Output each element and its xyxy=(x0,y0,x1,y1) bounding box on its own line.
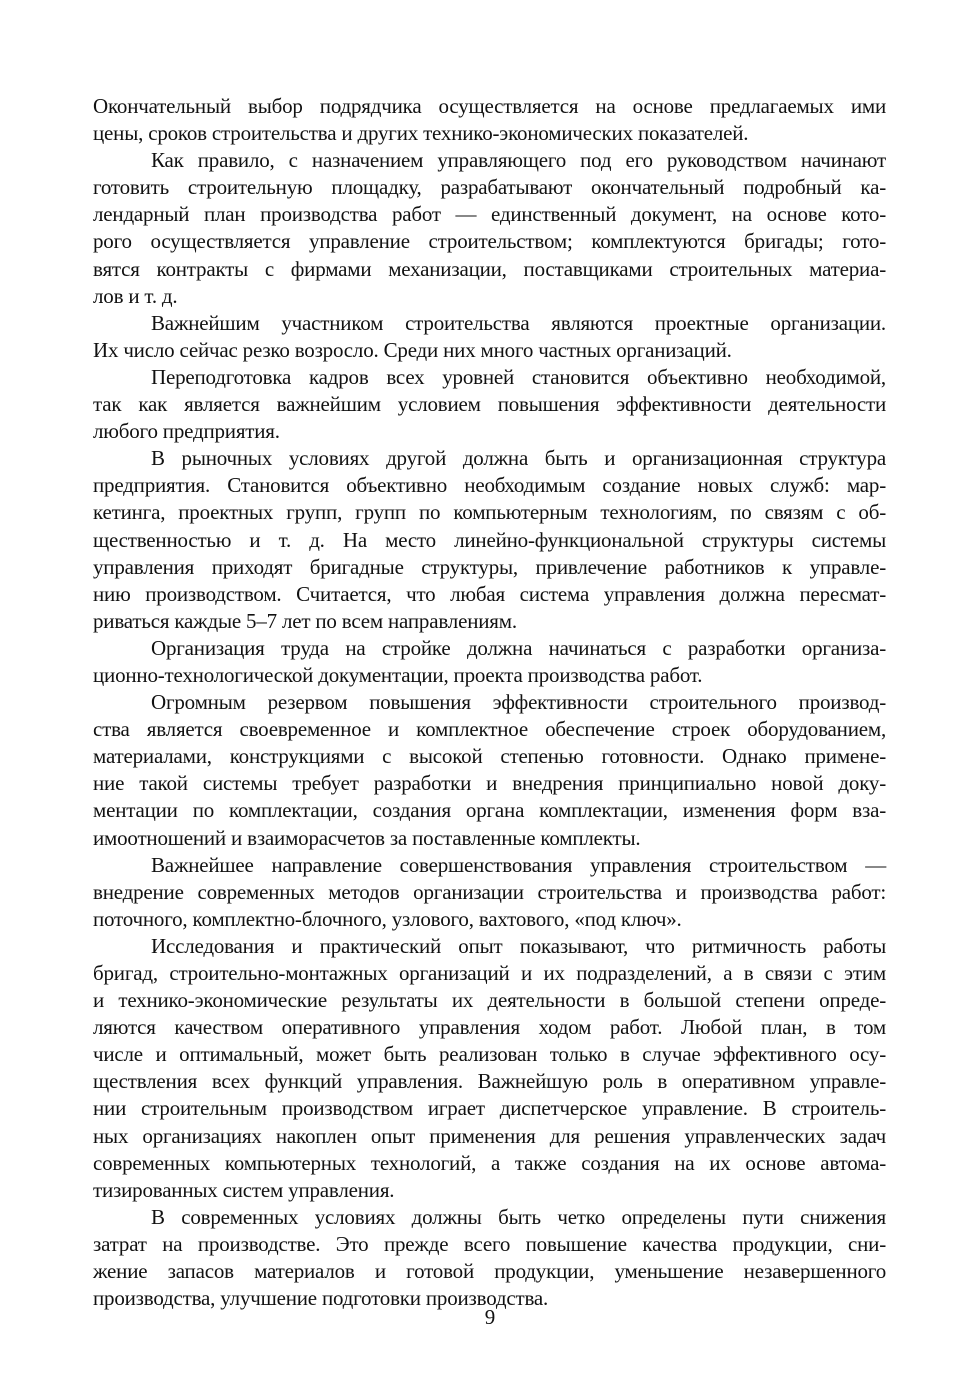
paragraph xyxy=(93,93,886,147)
text-line: вятся контракты с фирмами механизации, поставщиками строительных материа- xyxy=(93,256,886,281)
text-line: производства, улучшение подготовки производства. xyxy=(93,1286,549,1311)
text-line: ментации по комплектации, создания органа комплектации, изменения форм вза- xyxy=(93,798,886,823)
text-line: лендарный план производства работ — единственный документ, на основе кото- xyxy=(93,202,886,227)
page-number: 9 xyxy=(484,1305,496,1329)
text-line: кетинга, проектных групп, групп по компьютерным технологиям, по связям с об- xyxy=(93,500,886,525)
paragraph xyxy=(93,1204,886,1312)
paragraph xyxy=(93,852,886,933)
text-line: Переподготовка кадров всех уровней становится объективно необходимой, xyxy=(151,364,886,389)
text-line: нию производством. Считается, что любая система управления должна пересмат- xyxy=(93,581,886,606)
text-line: любого предприятия. xyxy=(93,419,280,444)
paragraph xyxy=(93,147,886,310)
text-line: Важнейшее направление совершенствования управления строительством — xyxy=(151,852,886,877)
text-line: и технико-экономические результаты их деятельности в большой степени опреде- xyxy=(93,988,886,1013)
text-line: управления приходят бригадные структуры, привлечение работников к управле- xyxy=(93,554,886,579)
text-line: нии строительным производством играет диспетчерское управление. В строитель- xyxy=(93,1096,886,1121)
paragraph xyxy=(93,445,886,635)
text-line: ляются качеством оперативного управления ходом работ. Любой план, в том xyxy=(93,1015,886,1040)
text-line: бригад, строительно-монтажных организаций и их подразделений, а в связи с этим xyxy=(93,961,886,985)
text-line: щественностью и т. д. На место линейно-функциональной структуры системы xyxy=(93,527,886,552)
text-line: рого осуществляется управление строительством; комплектуются бригады; гото- xyxy=(93,229,886,254)
text-line: современных компьютерных технологий, а также создания на их основе автома- xyxy=(93,1150,886,1175)
text-line: жение запасов материалов и готовой продукции, уменьшение незавершенного xyxy=(93,1259,886,1284)
body-text xyxy=(93,93,886,1312)
text-line: цены, сроков строительства и других технико-экономических показателей. xyxy=(93,121,749,146)
paragraph xyxy=(93,364,886,445)
text-line: материалами, конструкциями с высокой степенью готовности. Однако примене- xyxy=(93,744,886,769)
text-line: так как является важнейшим условием повышения эффективности деятельности xyxy=(93,392,886,417)
text-line: В современных условиях должны быть четко определены пути снижения xyxy=(151,1204,886,1229)
text-line: тизированных систем управления. xyxy=(93,1177,395,1202)
text-line: ние такой системы требует разработки и внедрения принципиально новой доку- xyxy=(93,771,886,796)
text-line: Их число сейчас резко возросло. Среди них много частных организаций. xyxy=(93,337,732,362)
text-line: затрат на производстве. Это прежде всего повышение качества продукции, сни- xyxy=(93,1231,886,1256)
text-line: готовить строительную площадку, разрабатывают окончательный подробный ка- xyxy=(93,175,886,200)
text-line: В рыночных условиях другой должна быть и организационная структура xyxy=(151,446,886,471)
text-line: числе и оптимальный, может быть реализован только в случае эффективного осу- xyxy=(93,1042,886,1067)
paragraph xyxy=(93,689,886,852)
text-line: лов и т. д. xyxy=(93,283,178,308)
paragraph xyxy=(93,933,886,1204)
text-line: ных организациях накоплен опыт применения для решения управленческих задач xyxy=(93,1123,886,1148)
paragraph xyxy=(93,310,886,364)
text-line: Как правило, с назначением управляющего под его руководством начинают xyxy=(151,148,886,173)
text-line: ства является своевременное и комплектное обеспечение строек оборудованием, xyxy=(93,717,886,742)
text-line: ционно-технологической документации, проекта производства работ. xyxy=(93,662,703,687)
text-line: имоотношений и взаиморасчетов за поставленные комплекты. xyxy=(93,825,641,850)
text-line: предприятия. Становится объективно необходимым создание новых служб: мар- xyxy=(93,473,886,498)
text-line: Огромным резервом повышения эффективности строительного производ- xyxy=(151,690,886,715)
text-line: внедрение современных методов организации строительства и производства работ: xyxy=(93,879,886,904)
text-line: поточного, комплектно-блочного, узлового, вахтового, «под ключ». xyxy=(93,906,682,931)
text-line: Исследования и практический опыт показывают, что ритмичность работы xyxy=(151,933,886,958)
text-line: Окончательный выбор подрядчика осуществляется на основе предлагаемых ими xyxy=(93,94,886,118)
text-line: Важнейшим участником строительства являются проектные организации. xyxy=(151,310,886,335)
text-line: Организация труда на стройке должна начинаться с разработки организа- xyxy=(151,635,886,660)
text-line: ществления всех функций управления. Важнейшую роль в оперативном управле- xyxy=(93,1069,886,1094)
paragraph xyxy=(93,635,886,689)
text-line: риваться каждые 5–7 лет по всем направлениям. xyxy=(93,608,517,633)
